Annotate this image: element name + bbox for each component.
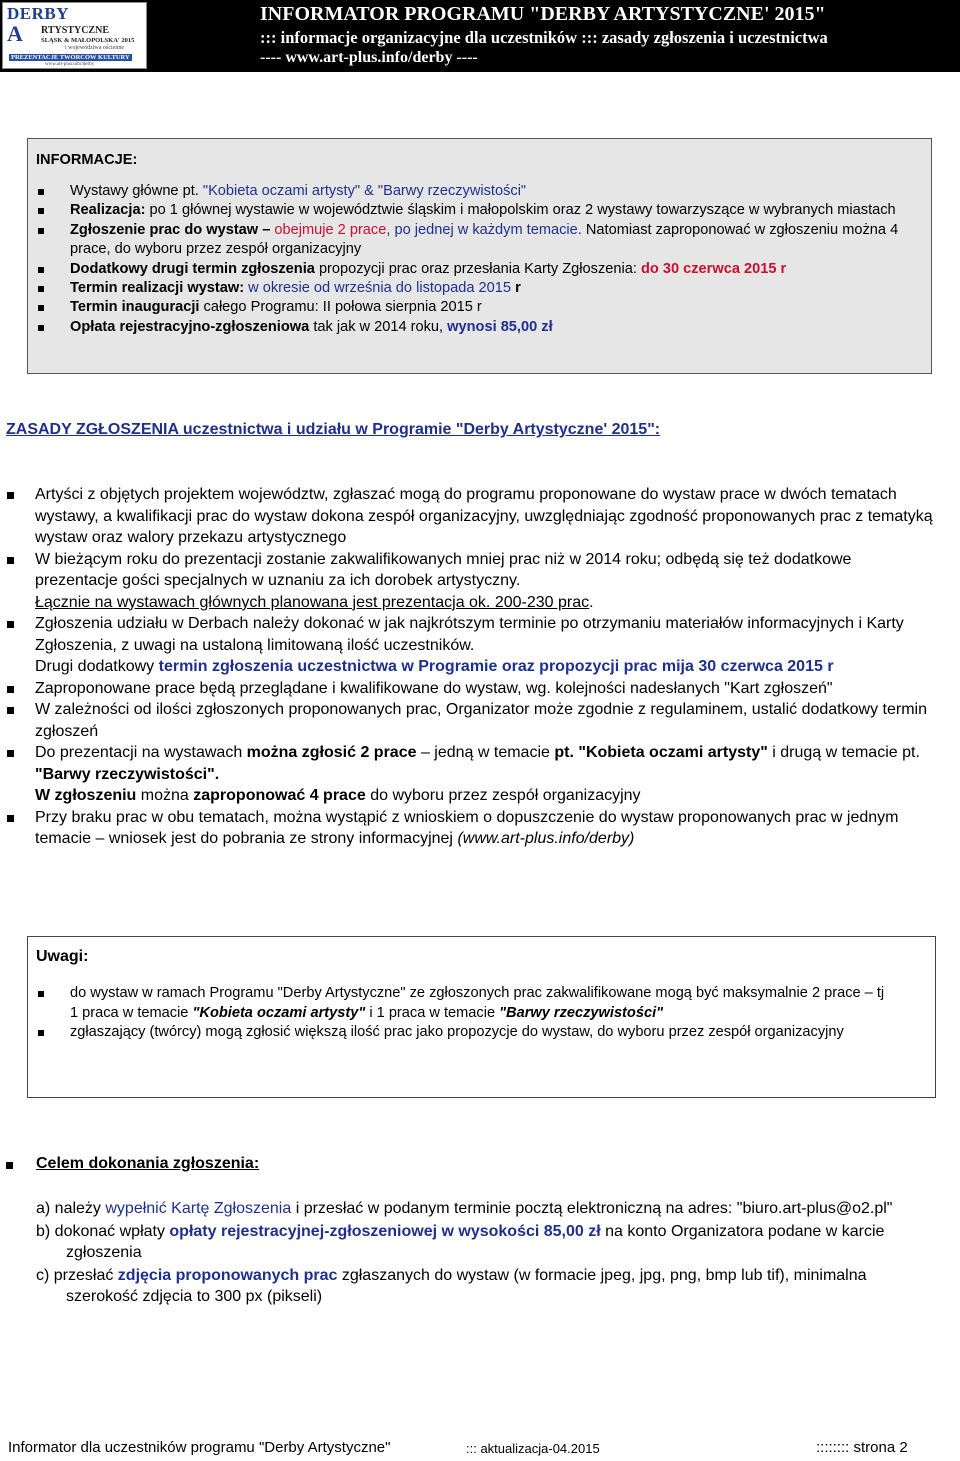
info-item-submission: Zgłoszenie prac do wystaw – obejmuje 2 prace, po jednej w każdym temacie. Natomiast zaproponować w zgłoszeniu można 4 prace, do wyboru przez zespół organizacyjny	[36, 221, 928, 260]
header-subtitle: ::: informacje organizacyjne dla uczestników ::: zasady zgłoszenia i uczestnictwa	[260, 28, 828, 47]
info-box	[27, 138, 932, 374]
info-item-inauguration: Termin inauguracji całego Programu: II połowa sierpnia 2015 r	[36, 298, 928, 317]
bullet-square-icon	[7, 621, 14, 628]
info-item-realization-term: Termin realizacji wystaw: w okresie od września do listopada 2015 r	[36, 279, 928, 298]
bullet-square-icon	[38, 991, 44, 997]
rules-list	[6, 484, 936, 850]
footer-title: Informator dla uczestników programu "Derby Artystyczne"	[8, 1439, 391, 1456]
rule-item: Zaproponowane prace będą przeglądane i kwalifikowane do wystaw, wg. kolejności nadesłanych "Kart zgłoszeń"	[6, 678, 936, 700]
rule-item: Do prezentacji na wystawach można zgłosić 2 prace – jedną w temacie pt. "Kobieta oczami artysty" i drugą w temacie pt. "Barwy rzeczywistości". W zgłoszeniu można zaproponować 4 prace do wyboru przez zespół organizacyjny	[6, 742, 936, 807]
derby-logo: DERBY A RTYSTYCZNE ŚLĄSK & MAŁOPOLSKA' 2015 i województwa ościenne PREZENTACJE TWÓRCÓW KULTURY www.art-plus.info/derby	[2, 2, 147, 69]
rule-item: Przy braku prac w obu tematach, można wystąpić z wnioskiem o dopuszczenie do wystaw proponowanych prac w jednym temacie – wniosek jest do pobrania ze strony informacyjnej (www.art-plus.info/derby)	[6, 807, 936, 850]
header-title: INFORMATOR PROGRAMU "DERBY ARTYSTYCZNE' 2015"	[260, 3, 826, 25]
info-item-fee: Opłata rejestracyjno-zgłoszeniowa tak jak w 2014 roku, wynosi 85,00 zł	[36, 318, 928, 337]
bullet-square-icon	[7, 707, 14, 714]
notes-title: Uwagi:	[36, 948, 89, 965]
info-item-realization: Realizacja: po 1 głównej wystawie w województwie śląskim i małopolskim oraz 2 wystawy towarzyszące w wybranych miastach	[36, 201, 928, 220]
bullet-square-icon	[6, 1162, 13, 1169]
submission-steps-title: Celem dokonania zgłoszenia:	[7, 1155, 259, 1173]
bullet-square-icon	[38, 305, 44, 311]
bullet-square-icon	[38, 267, 44, 273]
note-item: do wystaw w ramach Programu "Derby Artystyczne" ze zgłoszonych prac zakwalifikowane mogą być maksymalnie 2 prace – tj 1 praca w temacie "Kobieta oczami artysty" i 1 praca w temacie "Barwy rzeczywistości"	[36, 984, 896, 1023]
rule-item: W bieżącym roku do prezentacji zostanie zakwalifikowanych mniej prac niż w 2014 roku; odbędą się też dodatkowe prezentacje gości specjalnych w uznaniu za ich dorobek artystyczny. Łącznie na wystawach głównych planowana jest prezentacja ok. 200-230 prac.	[6, 549, 936, 614]
info-site-link[interactable]: (www.art-plus.info/derby)	[457, 830, 635, 847]
bullet-square-icon	[7, 686, 14, 693]
info-item-exhibitions: Wystawy główne pt. "Kobieta oczami artysty" & "Barwy rzeczywistości"	[36, 182, 928, 201]
bullet-square-icon	[38, 286, 44, 292]
bullet-square-icon	[7, 750, 14, 757]
bullet-square-icon	[7, 492, 14, 499]
bullet-square-icon	[38, 325, 44, 331]
rules-title: ZASADY ZGŁOSZENIA uczestnictwa i udziału w Programie "Derby Artystyczne' 2015":	[6, 421, 661, 438]
bullet-square-icon	[38, 228, 44, 234]
step-item: c) przesłać zdjęcia proponowanych prac zgłaszanych do wystaw (w formacie jpeg, jpg, png, bmp lub tif), minimalna szerokość zdjęcia to 300 px (pikseli)	[36, 1266, 867, 1305]
header-url[interactable]: ---- www.art-plus.info/derby ----	[260, 49, 478, 66]
notes-box	[27, 936, 936, 1098]
info-list	[36, 182, 928, 337]
submission-steps	[36, 1198, 936, 1309]
bullet-square-icon	[38, 208, 44, 214]
page-header	[0, 0, 960, 72]
bullet-square-icon	[7, 815, 14, 822]
step-item: a) należy wypełnić Kartę Zgłoszenia i przesłać w podanym terminie pocztą elektroniczną na adres: "biuro.art-plus@o2.pl"	[36, 1200, 893, 1217]
bullet-square-icon	[7, 557, 14, 564]
info-title: INFORMACJE:	[36, 152, 138, 168]
rule-item: Zgłoszenia udziału w Derbach należy dokonać w jak najkrótszym terminie po otrzymaniu materiałów informacyjnych i Karty Zgłoszenia, z uwagi na ustaloną limitowaną ilość uczestników. Drugi dodatkowy termin zgłoszenia uczestnictwa w Programie oraz propozycji prac mija 30 czerwca 2015 r	[6, 613, 936, 678]
bullet-square-icon	[38, 189, 44, 195]
info-item-deadline: Dodatkowy drugi termin zgłoszenia propozycji prac oraz przesłania Karty Zgłoszenia: do 30 czerwca 2015 r	[36, 260, 928, 279]
step-item: b) dokonać wpłaty opłaty rejestracyjnej-zgłoszeniowej w wysokości 85,00 zł na konto Organizatora podane w karcie zgłoszenia	[36, 1222, 885, 1261]
rule-item: Artyści z objętych projektem województw, zgłaszać mogą do programu proponowane do wystaw prace w dwóch tematach wystawy, a kwalifikacji prac do wystaw dokona zespół organizacyjny, uwzględniając zgodność proponowanych prac z tematyką wystaw oraz walory przekazu artystycznego	[6, 484, 936, 549]
notes-list	[36, 984, 896, 1043]
rule-item: W zależności od ilości zgłoszonych proponowanych prac, Organizator może zgodnie z regulaminem, ustalić dodatkowy termin zgłoszeń	[6, 699, 936, 742]
page-number: :::::::: strona 2	[816, 1439, 908, 1456]
bullet-square-icon	[38, 1030, 44, 1036]
footer-update: ::: aktualizacja-04.2015	[466, 1441, 600, 1456]
note-item: zgłaszający (twórcy) mogą zgłosić większą ilość prac jako propozycje do wystaw, do wyboru przez zespół organizacyjny	[36, 1023, 896, 1043]
